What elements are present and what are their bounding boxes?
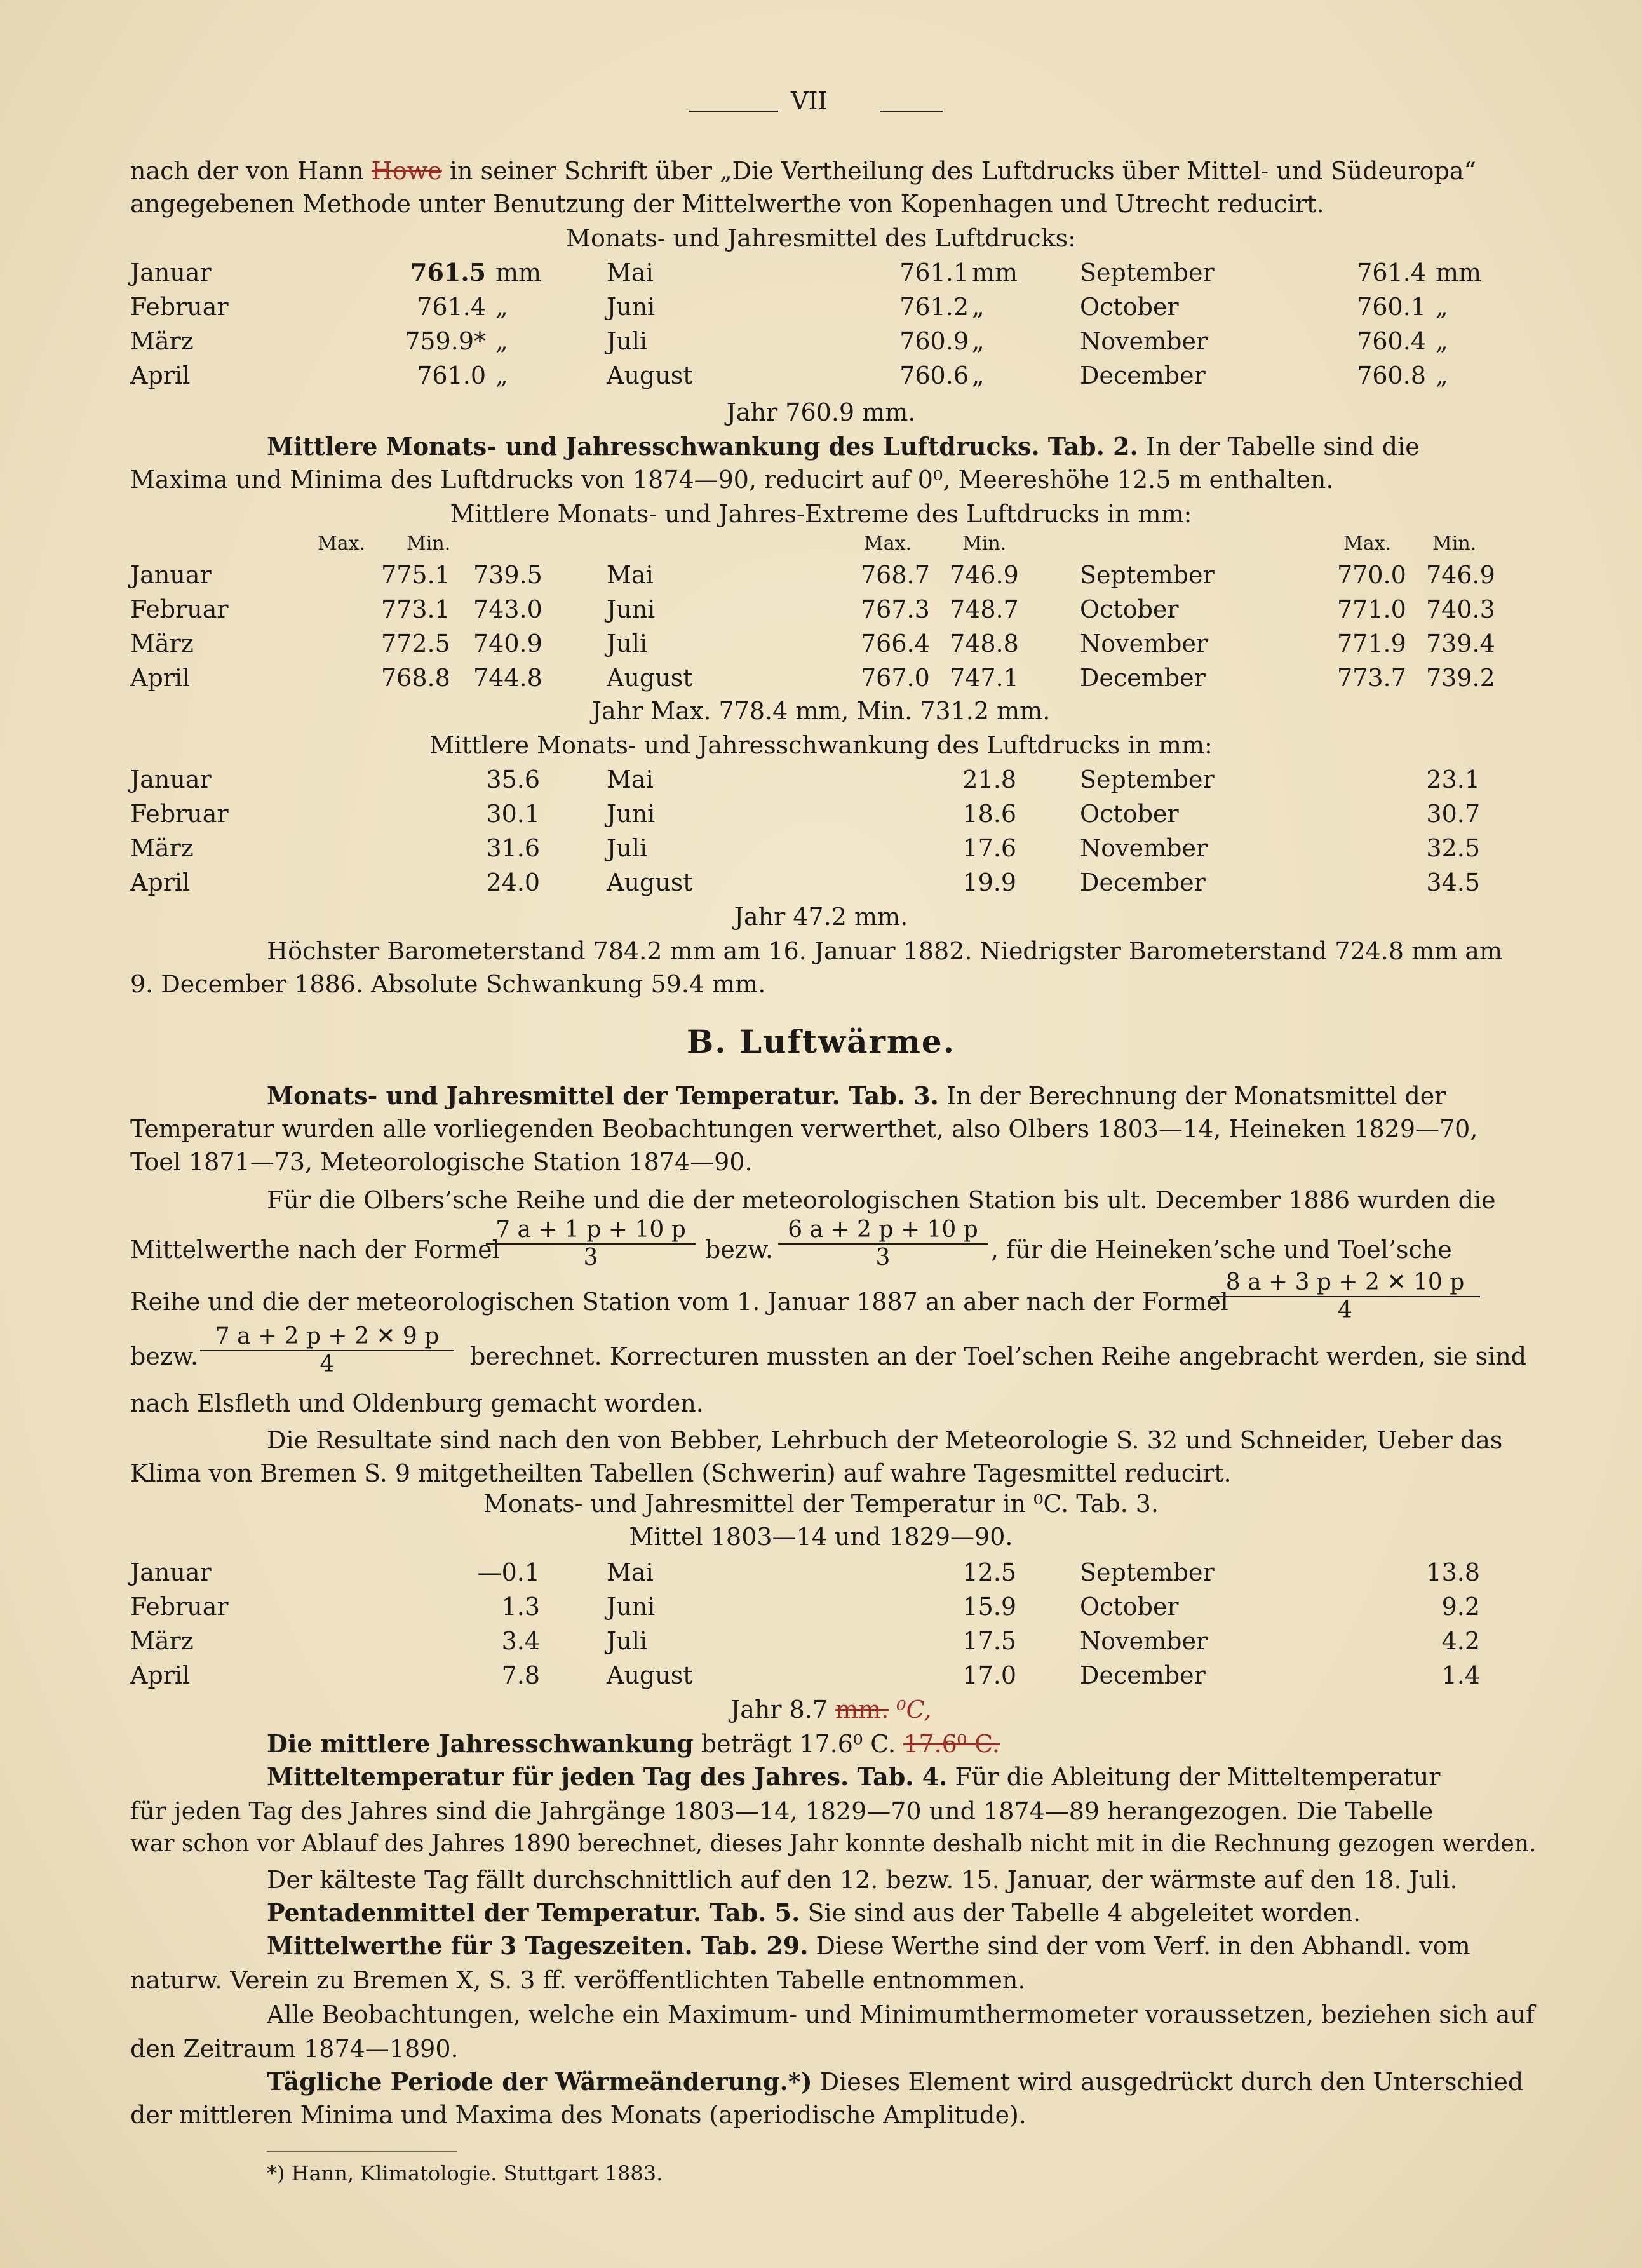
value: 761.2 xyxy=(899,293,969,321)
month-label: Februar xyxy=(130,1593,229,1621)
month-label: October xyxy=(1080,1593,1179,1621)
month-label: December xyxy=(1080,1661,1206,1689)
section-b-heading: B. Luftwärme. xyxy=(686,1023,956,1060)
table-row xyxy=(130,592,1495,626)
pentad-line xyxy=(267,1896,1361,1930)
table-row xyxy=(130,1555,1480,1590)
intro-line-2: angegebenen Methode unter Benutzung der Mittelwerthe von Kopenhagen und Utrecht reducirt. xyxy=(130,190,1324,218)
daily-line-4: Der kälteste Tag fällt durchschnittlich auf den 12. bezw. 15. Januar, der wärmste auf den 18. Juli. xyxy=(267,1866,1458,1894)
value: 760.6 xyxy=(899,361,969,389)
value: 17.5 xyxy=(962,1627,1016,1655)
value: 19.9 xyxy=(962,868,1016,896)
table-row xyxy=(130,1624,1480,1658)
struck-word: Howe xyxy=(371,157,442,185)
min-value: 743.0 xyxy=(473,595,542,623)
formula-denominator: 3 xyxy=(875,1245,891,1271)
min-value: 748.8 xyxy=(950,630,1019,658)
struck-value: 17.6⁰ C. xyxy=(903,1730,1000,1758)
col-min: Min. xyxy=(1432,532,1477,555)
table-row xyxy=(130,358,1480,393)
value: 32.5 xyxy=(1426,834,1480,862)
value: 761.0 xyxy=(417,361,486,389)
value: 761.4 xyxy=(417,293,486,321)
section-heading: Mittlere Monats- und Jahresschwankung des Luftdrucks. Tab. 2. xyxy=(267,432,1138,461)
formula-denominator: 3 xyxy=(583,1245,598,1271)
formula-intro: Mittelwerthe nach der Formel xyxy=(130,1236,500,1264)
value: 12.5 xyxy=(962,1558,1016,1586)
month-label: März xyxy=(130,630,194,658)
formula-3 xyxy=(1210,1269,1480,1324)
three-line-3: Alle Beobachtungen, welche ein Maximum- und Minimumthermometer voraussetzen, beziehen sich auf xyxy=(267,2001,1535,2028)
value: 1.4 xyxy=(1441,1661,1480,1689)
month-label: December xyxy=(1080,664,1206,692)
value: 3.4 xyxy=(501,1627,540,1655)
value: 761.1 xyxy=(899,259,969,287)
formula-1 xyxy=(486,1217,696,1271)
month-label: November xyxy=(1080,1627,1208,1655)
unit: „ xyxy=(495,327,508,355)
min-value: 740.3 xyxy=(1426,595,1495,623)
month-label: September xyxy=(1080,1558,1215,1586)
three-heading-line xyxy=(267,1929,1470,1963)
value: 24.0 xyxy=(486,868,540,896)
table1-year: Jahr 760.9 mm. xyxy=(726,398,916,426)
value: 31.6 xyxy=(486,834,540,862)
year-value: Jahr 8.7 xyxy=(730,1696,828,1724)
col-max: Max. xyxy=(318,532,366,555)
pressure-text: Maxima und Minima des Luftdrucks von 1874—90, reducirt auf 0⁰, Meereshöhe 12.5 m enthalten. xyxy=(130,466,1334,494)
min-value: 739.5 xyxy=(473,561,542,589)
min-value: 746.9 xyxy=(1426,561,1495,589)
value: 34.5 xyxy=(1426,868,1480,896)
annual-value: beträgt 17.6⁰ C. xyxy=(701,1730,896,1758)
daily-line-2: für jeden Tag des Jahres sind die Jahrgänge 1803—14, 1829—70 und 1874—89 herangezogen. Die Tabelle xyxy=(130,1797,1434,1825)
value: 4.2 xyxy=(1441,1627,1480,1655)
max-value: 768.7 xyxy=(861,561,930,589)
handwritten-unit: ⁰C, xyxy=(896,1696,932,1724)
value: 760.8 xyxy=(1357,361,1426,389)
table-row xyxy=(130,255,1480,290)
value: 759.9* xyxy=(405,327,486,355)
formula-numerator: 6 a + 2 p + 10 p xyxy=(778,1217,988,1245)
month-label: Januar xyxy=(130,259,212,287)
section-text: Dieses Element wird ausgedrückt durch den Unterschied xyxy=(819,2068,1524,2096)
min-value: 747.1 xyxy=(950,664,1019,692)
table4-title-2: Mittel 1803—14 und 1829—90. xyxy=(629,1523,1013,1551)
unit: „ xyxy=(1436,327,1448,355)
unit: „ xyxy=(1436,361,1448,389)
month-label: October xyxy=(1080,293,1179,321)
formula-2 xyxy=(778,1217,988,1271)
unit: „ xyxy=(1436,293,1448,321)
month-label: März xyxy=(130,327,194,355)
table-row xyxy=(130,797,1480,831)
header-rule-right xyxy=(880,111,943,112)
footnote: *) Hann, Klimatologie. Stuttgart 1883. xyxy=(267,2161,663,2185)
period-line-2: der mittleren Minima und Maxima des Monats (aperiodische Amplitude). xyxy=(130,2101,1026,2129)
max-value: 771.9 xyxy=(1337,630,1406,658)
table3-year: Jahr 47.2 mm. xyxy=(734,903,908,931)
max-value: 773.7 xyxy=(1337,664,1406,692)
value: 15.9 xyxy=(962,1593,1016,1621)
table3-title: Mittlere Monats- und Jahresschwankung des Luftdrucks in mm: xyxy=(429,731,1213,759)
month-label: Februar xyxy=(130,800,229,828)
col-min: Min. xyxy=(407,532,451,555)
max-value: 768.8 xyxy=(381,664,450,692)
min-value: 748.7 xyxy=(950,595,1019,623)
section-text: In der Berechnung der Monatsmittel der xyxy=(946,1082,1446,1110)
formula-line-tail: , für die Heineken’sche und Toel’sche xyxy=(991,1236,1452,1264)
month-label: November xyxy=(1080,834,1208,862)
temp-line-10: Klima von Bremen S. 9 mitgetheilten Tabellen (Schwerin) auf wahre Tagesmittel reducirt. xyxy=(130,1459,1232,1487)
table-row xyxy=(130,626,1495,661)
month-label: August xyxy=(607,664,693,692)
month-label: März xyxy=(130,1627,194,1655)
intro-text-cont: in seiner Schrift über „Die Vertheilung des Luftdrucks über Mittel- und Südeuropa“ xyxy=(449,157,1476,185)
table-row xyxy=(130,831,1480,865)
formula-denominator: 4 xyxy=(1338,1297,1352,1323)
col-max: Max. xyxy=(864,532,912,555)
month-label: October xyxy=(1080,595,1179,623)
value: 1.3 xyxy=(501,1593,540,1621)
formula-line-3-tail: berechnet. Korrecturen mussten an der Toel’schen Reihe angebracht werden, sie sind xyxy=(470,1342,1527,1370)
value: 30.7 xyxy=(1426,800,1480,828)
unit: „ xyxy=(972,361,985,389)
month-label: Juli xyxy=(607,834,648,862)
month-label: December xyxy=(1080,868,1206,896)
table-row xyxy=(130,762,1480,797)
three-line-4: den Zeitraum 1874—1890. xyxy=(130,2035,459,2063)
section-text: In der Tabelle sind die xyxy=(1145,433,1420,461)
month-label: August xyxy=(607,1661,693,1689)
formula-4 xyxy=(200,1323,454,1378)
value: —0.1 xyxy=(477,1558,540,1586)
table4-year xyxy=(730,1692,931,1727)
min-value: 746.9 xyxy=(950,561,1019,589)
daily-line-3: war schon vor Ablauf des Jahres 1890 berechnet, dieses Jahr konnte deshalb nicht mit in die Rechnung gezogen werden. xyxy=(130,1831,1537,1857)
table-row xyxy=(130,558,1495,592)
value: 13.8 xyxy=(1426,1558,1480,1586)
intro-line-1 xyxy=(130,154,1476,188)
page-number: VII xyxy=(791,87,828,115)
max-value: 771.0 xyxy=(1337,595,1406,623)
table-row xyxy=(130,1658,1480,1692)
month-label: September xyxy=(1080,766,1215,793)
temp-line-3: Toel 1871—73, Meteorologische Station 1874—90. xyxy=(130,1148,753,1176)
month-label: Januar xyxy=(130,766,212,793)
extremes-line-2: 9. December 1886. Absolute Schwankung 59.4 mm. xyxy=(130,970,766,998)
extremes-line-1: Höchster Barometerstand 784.2 mm am 16. Januar 1882. Niedrigster Barometerstand 724.8 mm am xyxy=(267,937,1502,965)
month-label: Januar xyxy=(130,561,212,589)
month-label: September xyxy=(1080,561,1215,589)
three-line-2: naturw. Verein zu Bremen X, S. 3 ff. veröffentlichten Tabelle entnommen. xyxy=(130,1966,1026,1994)
section-heading: Tägliche Periode der Wärmeänderung.*) xyxy=(267,2067,812,2096)
min-value: 739.4 xyxy=(1426,630,1495,658)
section-text: Sie sind aus der Tabelle 4 abgeleitet worden. xyxy=(807,1899,1361,1927)
formula-bezw-2: bezw. xyxy=(130,1342,198,1370)
annual-label: Die mittlere Jahresschwankung xyxy=(267,1729,694,1758)
table-row xyxy=(130,290,1480,324)
table1 xyxy=(130,255,1480,393)
month-label: December xyxy=(1080,361,1206,389)
month-label: August xyxy=(607,361,693,389)
pressure-heading-line xyxy=(267,429,1420,464)
table-row xyxy=(130,865,1480,900)
section-text: Diese Werthe sind der vom Verf. in den Abhandl. vom xyxy=(816,1932,1470,1960)
temp-heading-line xyxy=(267,1079,1446,1113)
month-label: Mai xyxy=(607,766,654,793)
formula-numerator: 7 a + 2 p + 2 ✕ 9 p xyxy=(200,1323,454,1351)
header-rule-left xyxy=(689,111,778,112)
intro-text: nach der von Hann xyxy=(130,157,364,185)
footnote-rule xyxy=(267,2151,457,2152)
month-label: April xyxy=(130,1661,191,1689)
temp-line-2: Temperatur wurden alle vorliegenden Beobachtungen verwerthet, also Olbers 1803—14, Heineken 1829—70, xyxy=(130,1115,1478,1143)
month-label: Juni xyxy=(607,595,656,623)
table1-title: Monats- und Jahresmittel des Luftdrucks: xyxy=(566,224,1076,252)
min-value: 740.9 xyxy=(473,630,542,658)
month-label: Mai xyxy=(607,1558,654,1586)
max-value: 773.1 xyxy=(381,595,450,623)
month-label: November xyxy=(1080,630,1208,658)
month-label: Juli xyxy=(607,327,648,355)
value: 23.1 xyxy=(1426,766,1480,793)
section-heading: Monats- und Jahresmittel der Temperatur. Tab. 3. xyxy=(267,1081,939,1110)
col-max: Max. xyxy=(1343,532,1392,555)
table4 xyxy=(130,1555,1480,1692)
month-label: April xyxy=(130,664,191,692)
formula-bezw: bezw. xyxy=(705,1236,773,1264)
table-row xyxy=(130,1590,1480,1624)
month-label: April xyxy=(130,868,191,896)
value: 761.4 xyxy=(1357,259,1426,287)
formula-line-2: Reihe und die der meteorologischen Station vom 1. Januar 1887 an aber nach der Formel xyxy=(130,1288,1228,1316)
temp-line-4: Für die Olbers’sche Reihe und die der meteorologischen Station bis ult. December 1886 wurden die xyxy=(267,1186,1496,1214)
table3 xyxy=(130,762,1480,900)
unit: mm xyxy=(972,259,1018,287)
section-heading: Mittelwerthe für 3 Tageszeiten. Tab. 29. xyxy=(267,1931,809,1960)
unit: mm xyxy=(1436,259,1482,287)
month-label: Juni xyxy=(607,293,656,321)
value: 30.1 xyxy=(486,800,540,828)
value: 9.2 xyxy=(1441,1593,1480,1621)
value: 761.5 xyxy=(410,258,486,287)
table2-title: Mittlere Monats- und Jahres-Extreme des Luftdrucks in mm: xyxy=(450,500,1192,528)
value: 35.6 xyxy=(486,766,540,793)
formula-denominator: 4 xyxy=(320,1351,335,1377)
max-value: 767.3 xyxy=(861,595,930,623)
value: 760.4 xyxy=(1357,327,1426,355)
max-value: 766.4 xyxy=(861,630,930,658)
month-label: Juni xyxy=(607,1593,656,1621)
col-min: Min. xyxy=(962,532,1007,555)
unit: „ xyxy=(972,293,985,321)
temp-line-9: Die Resultate sind nach den von Bebber, Lehrbuch der Meteorologie S. 32 und Schneider, Ueber das xyxy=(267,1426,1503,1454)
section-heading: Mitteltemperatur für jeden Tag des Jahres. Tab. 4. xyxy=(267,1762,948,1791)
table4-title-1: Monats- und Jahresmittel der Temperatur in ⁰C. Tab. 3. xyxy=(483,1490,1159,1518)
max-value: 772.5 xyxy=(381,630,450,658)
value: 760.9 xyxy=(899,327,969,355)
formula-numerator: 8 a + 3 p + 2 ✕ 10 p xyxy=(1210,1269,1480,1297)
unit: „ xyxy=(495,293,508,321)
period-heading-line xyxy=(267,2065,1523,2099)
value: 17.6 xyxy=(962,834,1016,862)
month-label: November xyxy=(1080,327,1208,355)
max-value: 775.1 xyxy=(381,561,450,589)
table-row xyxy=(130,324,1480,358)
section-heading: Pentadenmittel der Temperatur. Tab. 5. xyxy=(267,1898,800,1927)
value: 760.1 xyxy=(1357,293,1426,321)
month-label: September xyxy=(1080,259,1215,287)
table2 xyxy=(130,558,1495,695)
month-label: August xyxy=(607,868,693,896)
value: 17.0 xyxy=(962,1661,1016,1689)
month-label: Mai xyxy=(607,561,654,589)
daily-heading-line xyxy=(267,1760,1440,1794)
unit: „ xyxy=(972,327,985,355)
month-label: März xyxy=(130,834,194,862)
unit: „ xyxy=(495,361,508,389)
temp-line-8: nach Elsfleth und Oldenburg gemacht worden. xyxy=(130,1389,704,1417)
month-label: Februar xyxy=(130,595,229,623)
value: 7.8 xyxy=(501,1661,540,1689)
max-value: 767.0 xyxy=(861,664,930,692)
value: 18.6 xyxy=(962,800,1016,828)
unit: mm xyxy=(495,259,542,287)
max-value: 770.0 xyxy=(1337,561,1406,589)
month-label: Januar xyxy=(130,1558,212,1586)
month-label: Februar xyxy=(130,293,229,321)
table-row xyxy=(130,661,1495,695)
section-text: Für die Ableitung der Mitteltemperatur xyxy=(955,1763,1441,1791)
min-value: 739.2 xyxy=(1426,664,1495,692)
min-value: 744.8 xyxy=(473,664,542,692)
month-label: April xyxy=(130,361,191,389)
month-label: Juli xyxy=(607,630,648,658)
table2-year: Jahr Max. 778.4 mm, Min. 731.2 mm. xyxy=(591,697,1051,725)
month-label: Mai xyxy=(607,259,654,287)
struck-unit: mm. xyxy=(835,1696,889,1724)
value: 21.8 xyxy=(962,766,1016,793)
formula-numerator: 7 a + 1 p + 10 p xyxy=(486,1217,696,1245)
month-label: October xyxy=(1080,800,1179,828)
month-label: Juli xyxy=(607,1627,648,1655)
annual-line xyxy=(267,1727,1000,1761)
month-label: Juni xyxy=(607,800,656,828)
